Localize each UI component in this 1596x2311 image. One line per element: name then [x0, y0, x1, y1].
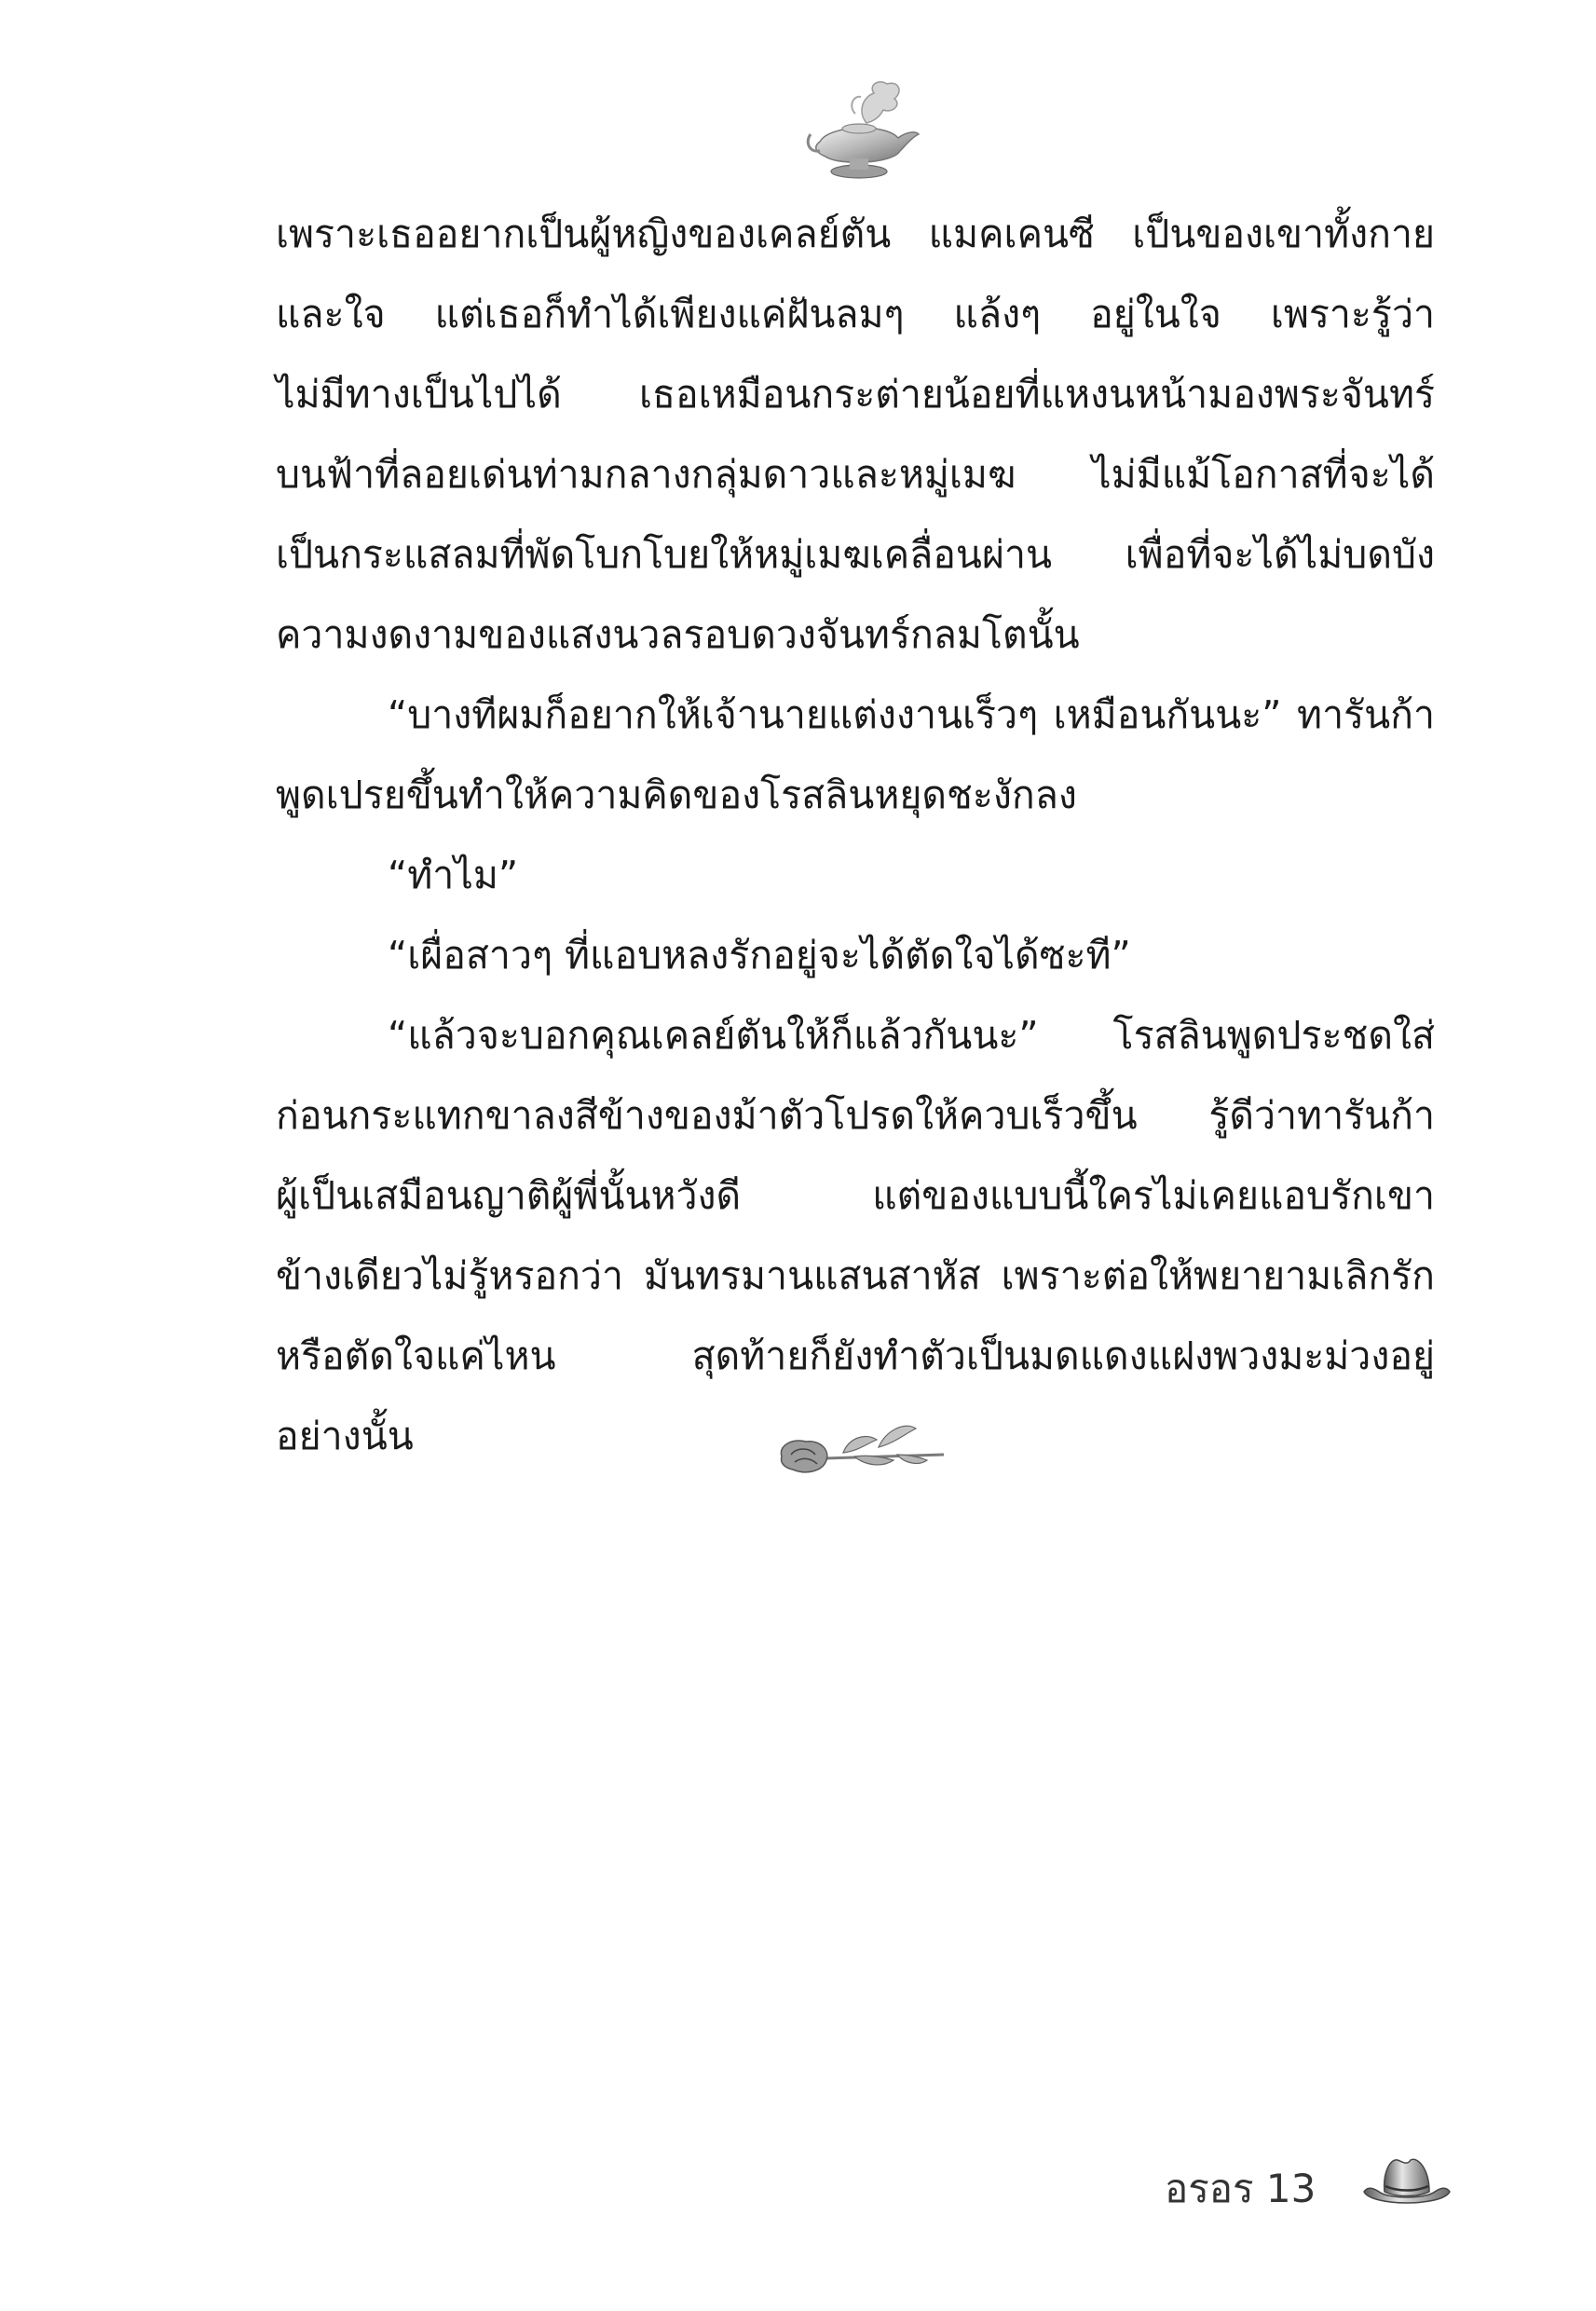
text-line: เป็นกระแสลมที่พัดโบกโบยให้หมู่เมฆเคลื่อนผ่าน เพื่อที่จะได้ไม่บดบัง: [276, 532, 1435, 577]
text-line: “แล้วจะบอกคุณเคลย์ตันให้ก็แล้วกันนะ” โรสลินพูดประชดใส่: [388, 1013, 1435, 1058]
magic-lamp-icon: [801, 76, 922, 184]
text-line: “ทำไม”: [388, 853, 519, 897]
text-line: อย่างนั้น: [276, 1414, 414, 1458]
text-line: “บางทีผมก็อยากให้เจ้านายแต่งงานเร็วๆ เหมือนกันนะ” ทารันก้า: [388, 692, 1435, 737]
text-line: ข้างเดียวไม่รู้หรอกว่า มันทรมานแสนสาหัส เพราะต่อให้พยายามเลิกรัก: [276, 1253, 1435, 1298]
text-line: ไม่มีทางเป็นไปได้ เธอเหมือนกระต่ายน้อยที่แหงนหน้ามองพระจันทร์: [276, 372, 1435, 417]
paragraph: [276, 675, 1435, 835]
page-footer: [1165, 2143, 1463, 2227]
text-line: หรือตัดใจแค่ไหน สุดท้ายก็ยังทำตัวเป็นมดแดงแฝงพวงมะม่วงอยู่: [276, 1333, 1435, 1378]
paragraph: [276, 995, 1435, 1476]
text-line: พูดเปรยขึ้นทำให้ความคิดของโรสลินหยุดชะงักลง: [276, 773, 1077, 817]
paragraph: [276, 915, 1435, 995]
paragraph: [276, 194, 1435, 675]
text-line: ก่อนกระแทกขาลงสีข้างของม้าตัวโปรดให้ควบเร็วขึ้น รู้ดีว่าทารันก้า: [276, 1093, 1435, 1138]
text-line: “เผื่อสาวๆ ที่แอบหลงรักอยู่จะได้ตัดใจได้ซะที”: [388, 933, 1131, 978]
cowboy-hat-icon: [1360, 2151, 1453, 2216]
body-text: [276, 194, 1435, 1476]
paragraph: [276, 835, 1435, 915]
rose-icon: [769, 1412, 946, 1486]
text-line: บนฟ้าที่ลอยเด่นท่ามกลางกลุ่มดาวและหมู่เมฆ ไม่มีแม้โอกาสที่จะได้: [276, 452, 1435, 497]
text-line: เพราะเธออยากเป็นผู้หญิงของเคลย์ตัน แมคเคนซี เป็นของเขาทั้งกาย: [276, 212, 1435, 256]
text-line: ความงดงามของแสงนวลรอบดวงจันทร์กลมโตนั้น: [276, 612, 1080, 657]
text-line: และใจ แต่เธอก็ทำได้เพียงแค่ฝันลมๆ แล้งๆ อยู่ในใจ เพราะรู้ว่า: [276, 292, 1435, 336]
page-number-label: อรอร 13: [1165, 2166, 1316, 2211]
text-line: ผู้เป็นเสมือนญาติผู้พี่นั้นหวังดี แต่ของแบบนี้ใครไม่เคยแอบรักเขา: [276, 1173, 1435, 1218]
